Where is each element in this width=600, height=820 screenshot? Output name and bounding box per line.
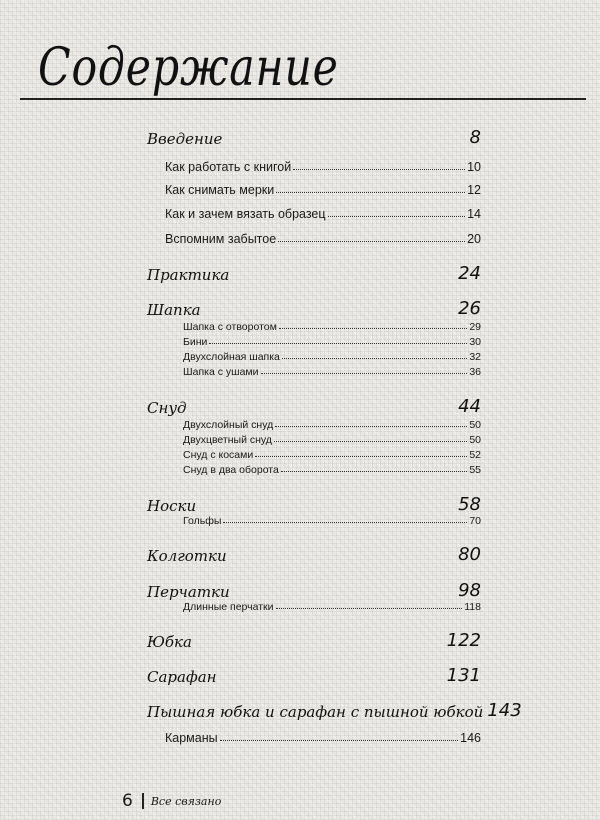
toc-entry-label: Колготки bbox=[147, 547, 227, 565]
toc-entry-page: 20 bbox=[467, 232, 481, 246]
toc-entry-label: Двухцветный снуд bbox=[183, 434, 272, 446]
toc-entry-label: Карманы bbox=[165, 731, 218, 745]
toc-entry-page: 10 bbox=[467, 160, 481, 174]
toc-entry-label: Двухслойный снуд bbox=[183, 419, 274, 431]
toc-entry-page: 122 bbox=[446, 630, 481, 651]
toc-entry-label: Практика bbox=[147, 266, 230, 284]
toc-entry-page: 8 bbox=[469, 127, 481, 148]
toc-entry-label: Длинные перчатки bbox=[183, 601, 274, 613]
toc-section-practice[interactable] bbox=[147, 263, 481, 284]
toc-entry-label: Двухслойная шапка bbox=[183, 351, 280, 363]
toc-sub-twocolor-snood[interactable] bbox=[183, 434, 481, 446]
toc-entry-page: 29 bbox=[469, 321, 481, 333]
toc-sub-long-gloves[interactable] bbox=[183, 601, 481, 613]
toc-entry-label: Носки bbox=[147, 497, 197, 515]
footer-divider bbox=[142, 793, 144, 809]
toc-entry-label: Бини bbox=[183, 336, 208, 348]
toc-entry-page: 58 bbox=[458, 494, 481, 515]
toc-entry-label: Как работать с книгой bbox=[165, 160, 292, 174]
toc-entry-page: 26 bbox=[458, 298, 481, 319]
toc-entry-label: Юбка bbox=[147, 633, 192, 651]
toc-section-tights[interactable] bbox=[147, 544, 481, 565]
toc-section-snood[interactable] bbox=[147, 396, 481, 417]
toc-entry-label: Введение bbox=[147, 130, 223, 148]
toc-entry-page: 52 bbox=[469, 449, 481, 461]
toc-section-introduction[interactable] bbox=[147, 127, 481, 148]
toc-entry-page: 36 bbox=[469, 366, 481, 378]
toc-entry-label: Шапка с отворотом bbox=[183, 321, 277, 333]
toc-entry-label: Шапка с ушами bbox=[183, 366, 259, 378]
toc-sub-knee-socks[interactable] bbox=[183, 515, 481, 527]
toc-entry-label: Снуд с косами bbox=[183, 449, 254, 461]
toc-sub-double-snood[interactable] bbox=[183, 419, 481, 431]
toc-entry-page: 131 bbox=[446, 665, 481, 686]
toc-entry-label: Гольфы bbox=[183, 515, 222, 527]
toc-section-skirt[interactable] bbox=[147, 630, 481, 651]
toc-entry-page: 143 bbox=[487, 700, 522, 721]
toc-section-gloves[interactable] bbox=[147, 580, 481, 601]
toc-entry-page: 50 bbox=[469, 434, 481, 446]
page-title: Содержание bbox=[38, 38, 339, 98]
toc-item-how-to-use-book[interactable] bbox=[165, 160, 481, 174]
toc-entry-page: 70 bbox=[469, 515, 481, 527]
toc-entry-page: 14 bbox=[467, 207, 481, 221]
toc-entry-page: 55 bbox=[469, 464, 481, 476]
toc-entry-label: Как снимать мерки bbox=[165, 183, 275, 197]
toc-item-measurements[interactable] bbox=[165, 183, 481, 197]
toc-entry-page: 12 bbox=[467, 183, 481, 197]
toc-item-recall-forgotten[interactable] bbox=[165, 232, 481, 246]
toc-item-gauge-swatch[interactable] bbox=[165, 207, 481, 221]
toc-entry-label: Сарафан bbox=[147, 668, 217, 686]
toc-sub-hat-cuff[interactable] bbox=[183, 321, 481, 333]
toc-sub-double-wrap-snood[interactable] bbox=[183, 464, 481, 476]
toc-sub-double-hat[interactable] bbox=[183, 351, 481, 363]
toc-entry-page: 44 bbox=[458, 396, 481, 417]
toc-entry-page: 50 bbox=[469, 419, 481, 431]
toc-entry-label: Снуд в два оборота bbox=[183, 464, 279, 476]
toc-entry-label: Как и зачем вязать образец bbox=[165, 207, 326, 221]
toc-entry-page: 80 bbox=[458, 544, 481, 565]
toc-section-sundress[interactable] bbox=[147, 665, 481, 686]
toc-entry-page: 24 bbox=[458, 263, 481, 284]
toc-entry-label: Снуд bbox=[147, 399, 187, 417]
toc-entry-page: 30 bbox=[469, 336, 481, 348]
book-title: Все связано bbox=[150, 794, 222, 808]
toc-section-socks[interactable] bbox=[147, 494, 481, 515]
toc-sub-cable-snood[interactable] bbox=[183, 449, 481, 461]
toc-entry-label: Шапка bbox=[147, 301, 201, 319]
toc-sub-beanie[interactable] bbox=[183, 336, 481, 348]
toc-entry-page: 118 bbox=[464, 601, 481, 613]
toc-sub-hat-ears[interactable] bbox=[183, 366, 481, 378]
toc-item-pockets[interactable] bbox=[165, 731, 481, 745]
toc-entry-label: Вспомним забытое bbox=[165, 232, 277, 246]
toc-section-hat[interactable] bbox=[147, 298, 481, 319]
toc-section-fluffy-skirt-sundress[interactable] bbox=[147, 700, 522, 721]
page-footer bbox=[122, 791, 221, 811]
toc-entry-page: 146 bbox=[460, 731, 481, 745]
toc-entry-page: 98 bbox=[458, 580, 481, 601]
toc-entry-label: Пышная юбка и сарафан с пышной юбкой bbox=[147, 703, 484, 721]
page-number: 6 bbox=[122, 791, 133, 811]
toc-entry-label: Перчатки bbox=[147, 583, 230, 601]
toc-entry-page: 32 bbox=[469, 351, 481, 363]
